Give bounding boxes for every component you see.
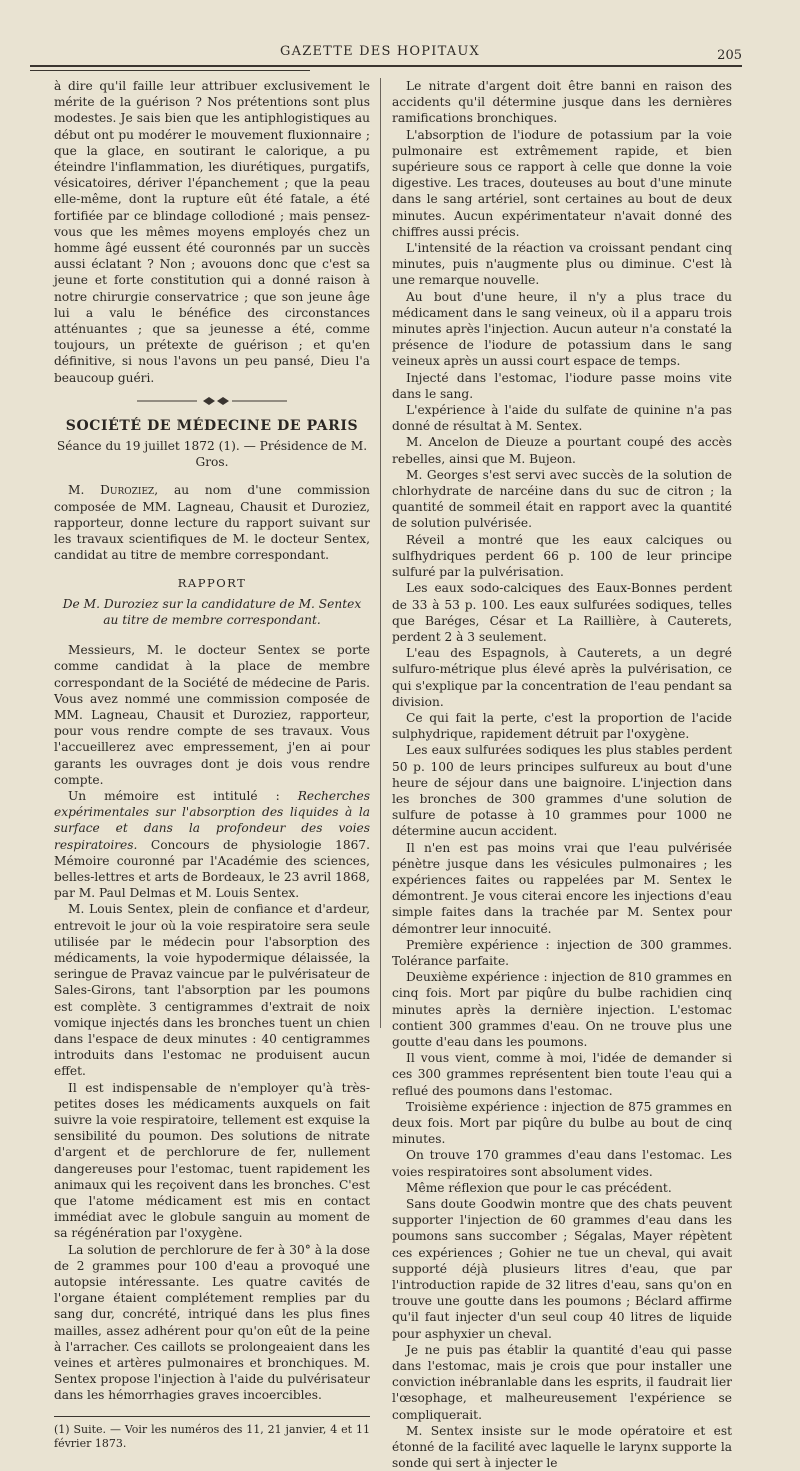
right-paragraph: Injecté dans l'estomac, l'iodure passe moins vite dans le sang.	[392, 370, 732, 401]
right-paragraph: Le nitrate d'argent doit être banni en raison des accidents qu'il détermine jusque dans les dernières ramifications bronchiques.	[392, 79, 732, 126]
header-rule	[30, 65, 742, 67]
report-paragraph: La solution de perchlorure de fer à 30° à la dose de 2 grammes pour 100 d'eau a provoqué une autopsie intéressante. Les quatre cavités de l'organe étaient complétement remplies par du sang dur, concrété, intriqué dans les plus fines mailles, assez adhérent pour qu'on eût de la peine à l'arracher. Ces caillots se prolongeaient dans les veines et artères pulmonaires et bronchiques. M. Sentex propose l'injection à l'aide du pulvérisateur dans les hémorrhagies graves incoercibles.	[54, 1242, 370, 1403]
right-paragraph: M. Sentex insiste sur le mode opératoire et est étonné de la facilité avec laquelle le larynx supporte la sonde qui sert à injecter le	[392, 1423, 732, 1471]
right-paragraph: M. Ancelon de Dieuze a pourtant coupé des accès rebelles, ainsi que M. Bujeon.	[392, 435, 732, 466]
page-number: 205	[717, 48, 742, 63]
commission-paragraph	[54, 482, 370, 563]
right-paragraph: Au bout d'une heure, il n'y a plus trace du médicament dans le sang veineux, où il a apparu trois minutes après l'injection. Aucun auteur n'a constaté la présence de l'iodure de potassium dans le sang veineux après un aussi court espace de temps.	[392, 289, 732, 369]
report-paragraph: Messieurs, M. le docteur Sentex se porte comme candidat à la place de membre correspondant de la Société de médecine de Paris. Vous avez nommé une commission composée de MM. Lagneau, Chausit et Duroziez, rapporteur, pour vous rendre compte de ses travaux. Vous l'accueillerez avec empressement, j'en ai pour garants les ouvrages dont je dois vous rendre compte.	[54, 643, 370, 787]
header-rule-thin	[30, 70, 310, 71]
footnote-rule	[54, 1416, 370, 1417]
left-column	[54, 78, 370, 1451]
right-paragraph: L'absorption de l'iodure de potassium par la voie pulmonaire est extrêmement rapide, et bien supérieure sous ce rapport à celle que donne la voie digestive. Les traces, douteuses au bout d'une minute dans le sang artériel, sont certaines au bout de deux minutes. Aucun expérimentateur n'avait donné des chiffres aussi précis.	[392, 127, 732, 239]
right-paragraph: Je ne puis pas établir la quantité d'eau qui passe dans l'estomac, mais je crois que pour installer une conviction inébranlable dans les esprits, il faudrait lier l'œsophage, et malheureusement l'expérience se compliquerait.	[392, 1342, 732, 1422]
speaker-name: M. Duroziez,	[68, 483, 159, 498]
memoir-intro: Un mémoire est intitulé :	[68, 788, 298, 803]
right-paragraph: Les eaux sulfurées sodiques les plus stables perdent 50 p. 100 de leurs principes sulfureux au bout d'une heure de séjour dans une baignoire. L'injection dans les bronches de 300 grammes d'une solution de sulfure de potasse à 10 grammes pour 1000 ne détermine aucun accident.	[392, 743, 732, 839]
right-paragraph: Même réflexion que pour le cas précédent.	[406, 1180, 672, 1195]
right-paragraph: L'expérience à l'aide du sulfate de quinine n'a pas donné de résultat à M. Sentex.	[392, 403, 732, 434]
right-paragraph: Sans doute Goodwin montre que des chats peuvent supporter l'injection de 60 grammes d'eau dans les poumons sans succomber ; Ségalas, Mayer répètent ces expériences ; Gohier ne tue un cheval, qui avait supporté déjà plusieurs litres d'eau, que par l'introduction rapide de 32 litres d'eau, sans qu'on en trouve une goutte dans les poumons ; Béclard affirme qu'il faut injecter d'un seul coup 40 litres de liquide pour asphyxier un cheval.	[392, 1197, 732, 1341]
continuation-paragraph: à dire qu'il faille leur attribuer exclusivement le mérite de la guérison ? Nos prétentions sont plus modestes. Je sais bien que les antiphlogistiques au début ont pu modérer le mouvement fluxionnaire ; que la glace, en soutirant le calorique, a pu éteindre l'inflammation, les diurétiques, purgatifs, vésicatoires, dériver l'épanchement ; que la peau elle-même, dont la rupture eût été fatale, a été fortifiée par ce blindage collodioné ; mais pensez-vous que les mêmes moyens employés chez un homme âgé eussent été couronnés par un succès aussi éclatant ? Non ; avouons donc que c'est sa jeune et forte constitution qui a donné raison à notre chirurgie conservatrice ; que son jeune âge lui a valu le bénéfice des circonstances atténuantes ; que sa jeunesse a été, comme toujours, un prétexte de guérison ; et qu'en définitive, si nous l'avons un peu pansé, Dieu l'a beaucoup guéri.	[54, 79, 370, 385]
report-paragraph	[54, 788, 370, 901]
right-column	[392, 78, 732, 1471]
right-paragraph: Ce qui fait la perte, c'est la proportion de l'acide sulphydrique, rapidement détruit par l'oxygène.	[392, 710, 732, 742]
column-divider	[380, 78, 381, 1028]
right-paragraph: L'eau des Espagnols, à Cauterets, a un degré sulfuro-métrique plus élevé après la pulvérisation, ce qui s'explique par la concentration de l'eau pendant sa division.	[392, 646, 732, 709]
section-ornament	[54, 396, 370, 406]
right-paragraph: M. Georges s'est servi avec succès de la solution de chlorhydrate de narcéine dans du suc de citron ; la quantité de sommeil était en rapport avec la quantité de solution pulvérisée.	[392, 467, 732, 531]
report-paragraph: M. Louis Sentex, plein de confiance et d'ardeur, entrevoit le jour où la voie respiratoire sera seule utilisée par le médecin pour l'absorption des médicaments, la voie hypodermique délaissée, la seringue de Pravaz vaincue par le pulvérisateur de Sales-Girons, tant l'absorption par les poumons est complète. 3 centigrammes d'extrait de noix vomique injectés dans les bronches tuent un chien dans l'espace de deux minutes : 40 centigrammes introduits dans l'estomac ne produisent aucun effet.	[54, 902, 370, 1079]
right-paragraph: Deuxième expérience : injection de 810 grammes en cinq fois. Mort par piqûre du bulbe rachidien cinq minutes après la dernière injection. L'estomac contient 300 grammes d'eau. On ne trouve plus une goutte d'eau dans les poumons.	[392, 970, 732, 1049]
report-heading: RAPPORT	[177, 576, 247, 591]
right-paragraph: Il n'en est pas moins vrai que l'eau pulvérisée pénètre jusque dans les vésicules pulmonaires ; les expériences faites ou rappelées par M. Sentex le démontrent. Je vous citerai encore les injections d'eau simple faites dans la trachée par M. Sentex pour démontrer leur innocuité.	[392, 840, 732, 936]
society-title: SOCIÉTÉ DE MÉDECINE DE PARIS	[65, 417, 359, 434]
right-paragraph: Il vous vient, comme à moi, l'idée de demander si ces 300 grammes représentent bien toute l'eau qui a reflué des poumons dans l'estomac.	[392, 1051, 732, 1098]
memoir-title: Recherches expérimentales sur l'absorption des liquides à la surface et dans la profondeur des voies respiratoires.	[54, 788, 370, 852]
right-paragraph: On trouve 170 grammes d'eau dans l'estomac. Les voies respiratoires sont absolument vides.	[392, 1148, 732, 1179]
ornament-divider-icon	[137, 396, 287, 406]
right-paragraph: Première expérience : injection de 300 grammes. Tolérance parfaite.	[392, 937, 732, 968]
right-paragraph: Les eaux sodo-calciques des Eaux-Bonnes perdent de 33 à 53 p. 100. Les eaux sulfurées sodiques, telles que Baréges, César et La Raillière, à Cauterets, perdent 2 à 3 seulement.	[392, 581, 732, 644]
memoir-details: Concours de physiologie 1867. Mémoire couronné par l'Académie des sciences, belles-lettres et arts de Bordeaux, le 23 avril 1868, par M. Paul Delmas et M. Louis Sentex.	[54, 837, 370, 901]
footnote: (1) Suite. — Voir les numéros des 11, 21 janvier, 4 et 11 février 1873.	[54, 1422, 370, 1450]
right-paragraph: Réveil a montré que les eaux calciques ou sulfhydriques perdent 66 p. 100 de leur principe sulfuré par la pulvérisation.	[392, 532, 732, 580]
commission-text: au nom d'une commission composée de MM. Lagneau, Chausit et Duroziez, rapporteur, donne lecture du rapport suivant sur les travaux scientifiques de M. le docteur Sentex, candidat au titre de membre correspondant.	[54, 483, 371, 563]
seance-line: Séance du 19 juillet 1872 (1). — Présidence de M. Gros.	[56, 439, 368, 470]
right-paragraph: Troisième expérience : injection de 875 grammes en deux fois. Mort par piqûre du bulbe au bout de cinq minutes.	[392, 1099, 732, 1147]
report-paragraph: Il est indispensable de n'employer qu'à très-petites doses les médicaments auxquels on fait suivre la voie respiratoire, tellement est exquise la sensibilité du poumon. Des solutions de nitrate d'argent et de perchlorure de fer, nullement dangereuses pour l'estomac, tuent rapidement les animaux qui les reçoivent dans les bronches. C'est que l'atome médicament est mis en contact immédiat avec le globule sanguin au moment de sa régénération par l'oxygène.	[54, 1080, 370, 1241]
running-title: GAZETTE DES HOPITAUX	[280, 44, 480, 59]
page-header	[30, 44, 742, 70]
report-subtitle: De M. Duroziez sur la candidature de M. Sentex au titre de membre correspondant.	[62, 596, 362, 627]
right-paragraph: L'intensité de la réaction va croissant pendant cinq minutes, puis n'augmente plus ou diminue. C'est là une remarque nouvelle.	[392, 241, 732, 288]
